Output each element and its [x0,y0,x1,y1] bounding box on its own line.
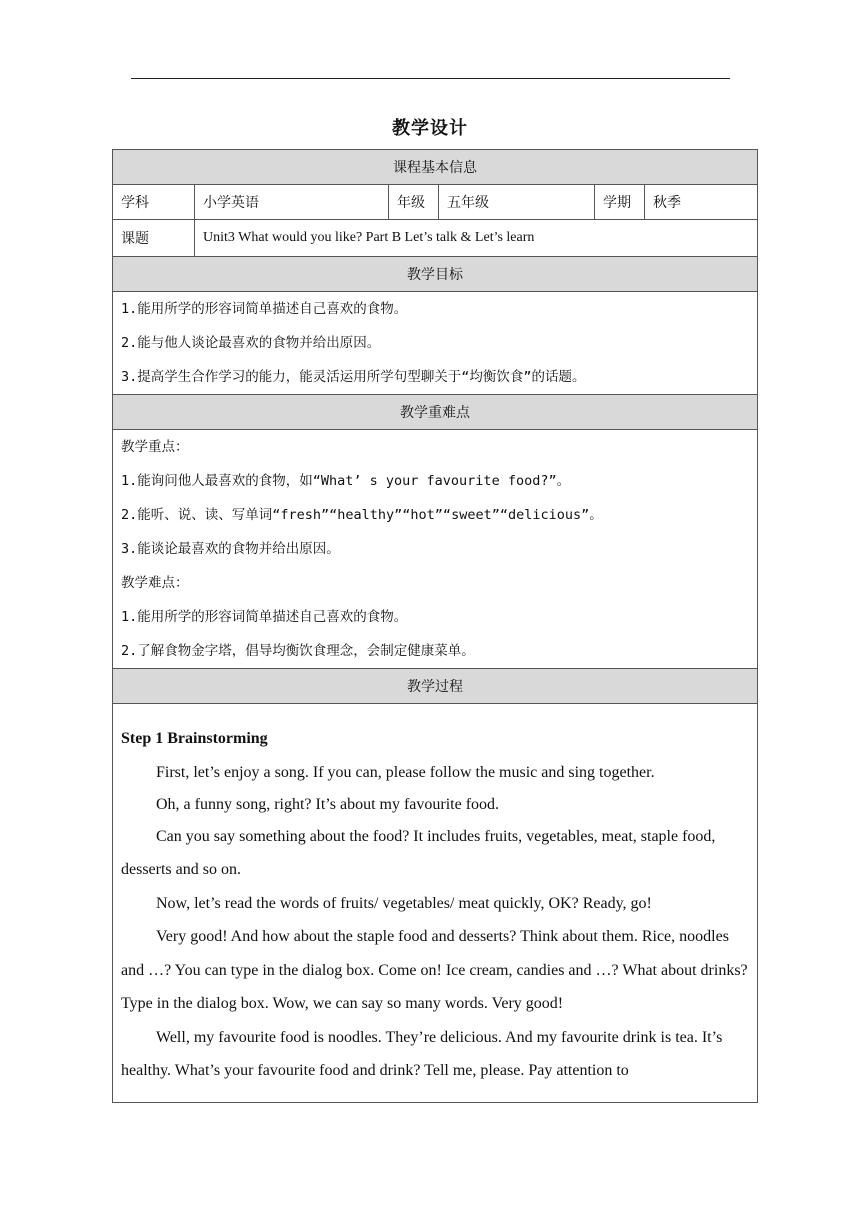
difficult-point-item: 2.了解食物金字塔，倡导均衡饮食理念，会制定健康菜单。 [121,643,475,659]
key-points-heading: 教学重点： [121,439,189,455]
subject-value: 小学英语 [195,185,389,220]
term-value: 秋季 [645,185,758,220]
subject-label: 学科 [113,185,195,220]
objectives-cell [113,292,758,395]
process-paragraph: Very good! And how about the staple food and desserts? Think about them. Rice, noodles and …? You can type in the dialog box. Come on! Ice cream, candies and …? What about drinks? Type in the dialog box. Wow, we can say so many words. Very good! [121,928,748,1013]
grade-label: 年级 [389,185,439,220]
topic-label: 课题 [113,220,195,257]
process-paragraph: Well, my favourite food is noodles. They’re delicious. And my favourite drink is tea. It’s healthy. What’s your favourite food and drink? Tell me, please. Pay attention to [121,1028,723,1080]
key-points-cell [113,430,758,669]
key-point-item: 3.能谈论最喜欢的食物并给出原因。 [121,541,340,557]
section-header-process: 教学过程 [113,669,758,704]
section-header-objectives: 教学目标 [113,257,758,292]
lesson-plan-table [112,149,758,1103]
objective-item: 3.提高学生合作学习的能力，能灵活运用所学句型聊关于“均衡饮食”的话题。 [121,369,586,385]
process-paragraph: Can you say something about the food? It includes fruits, vegetables, meat, staple food, desserts and so on. [121,827,716,879]
grade-value: 五年级 [439,185,595,220]
term-label: 学期 [595,185,645,220]
objective-item: 2.能与他人谈论最喜欢的食物并给出原因。 [121,335,381,351]
section-header-key-points: 教学重难点 [113,395,758,430]
difficult-point-item: 1.能用所学的形容词简单描述自己喜欢的食物。 [121,609,408,625]
header-rule [131,78,730,79]
key-point-item: 1.能询问他人最喜欢的食物，如“What’ s your favourite food?”。 [121,473,571,489]
key-point-item: 2.能听、说、读、写单词“fresh”“healthy”“hot”“sweet”“delicious”。 [121,507,603,523]
step-title: Step 1 Brainstorming [121,730,268,748]
process-cell [113,704,758,1103]
objective-item: 1.能用所学的形容词简单描述自己喜欢的食物。 [121,301,408,317]
section-header-basic-info: 课程基本信息 [113,150,758,185]
document-title: 教学设计 [392,118,468,139]
process-paragraph: Now, let’s read the words of fruits/ vegetables/ meat quickly, OK? Ready, go! [156,894,652,912]
process-paragraph: Oh, a funny song, right? It’s about my favourite food. [156,795,500,813]
topic-value: Unit3 What would you like? Part B Let’s talk & Let’s learn [195,220,758,257]
process-paragraph: First, let’s enjoy a song. If you can, please follow the music and sing together. [156,764,655,782]
difficult-points-heading: 教学难点： [121,575,189,591]
